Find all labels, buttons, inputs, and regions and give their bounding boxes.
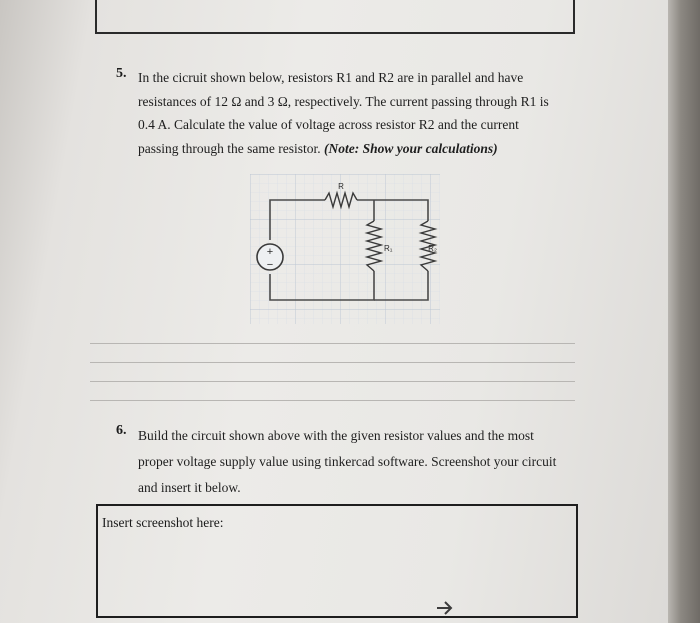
resistor-r1-label: R₁ (384, 244, 393, 253)
question-5-text (138, 66, 578, 160)
answer-line-4 (90, 400, 575, 401)
insert-screenshot-box[interactable] (96, 504, 578, 618)
question-6-number: 6. (116, 423, 127, 438)
question-6-line-1: Build the circuit shown above with the given resistor values and the most (138, 428, 534, 443)
question-5-number: 5. (116, 66, 127, 81)
question-5-line-2: resistances of 12 Ω and 3 Ω, respectively. The current passing through R1 is (138, 93, 549, 109)
question-5-line-4 (138, 137, 578, 161)
question-6-text (138, 423, 578, 501)
question-5-note: (Note: Show your calculations) (323, 140, 498, 156)
source-plus-sign: + (266, 246, 274, 258)
question-6-line-2: proper voltage supply value using tinkercad software. Screenshot your circuit (138, 454, 557, 469)
circuit-diagram (250, 174, 440, 324)
question-5-line-3: 0.4 A. Calculate the value of voltage across resistor R2 and the current (138, 117, 519, 132)
answer-line-2 (90, 362, 575, 363)
source-minus-sign: − (266, 259, 274, 271)
answer-line-1 (90, 343, 575, 344)
page-edge-shadow (668, 0, 700, 623)
question-5-line-4-text: passing through the same resistor. (138, 140, 321, 156)
insert-screenshot-label: Insert screenshot here: (102, 515, 224, 530)
answer-line-3 (90, 381, 575, 382)
top-answer-box (95, 0, 575, 34)
resistor-r-label: R (338, 182, 344, 191)
resistor-r2-label: R₂ (428, 244, 437, 253)
question-6-line-3: and insert it below. (138, 480, 241, 495)
mouse-cursor-icon (436, 600, 458, 616)
question-5-line-1: In the cicruit shown below, resistors R1 and R2 are in parallel and have (138, 70, 524, 85)
